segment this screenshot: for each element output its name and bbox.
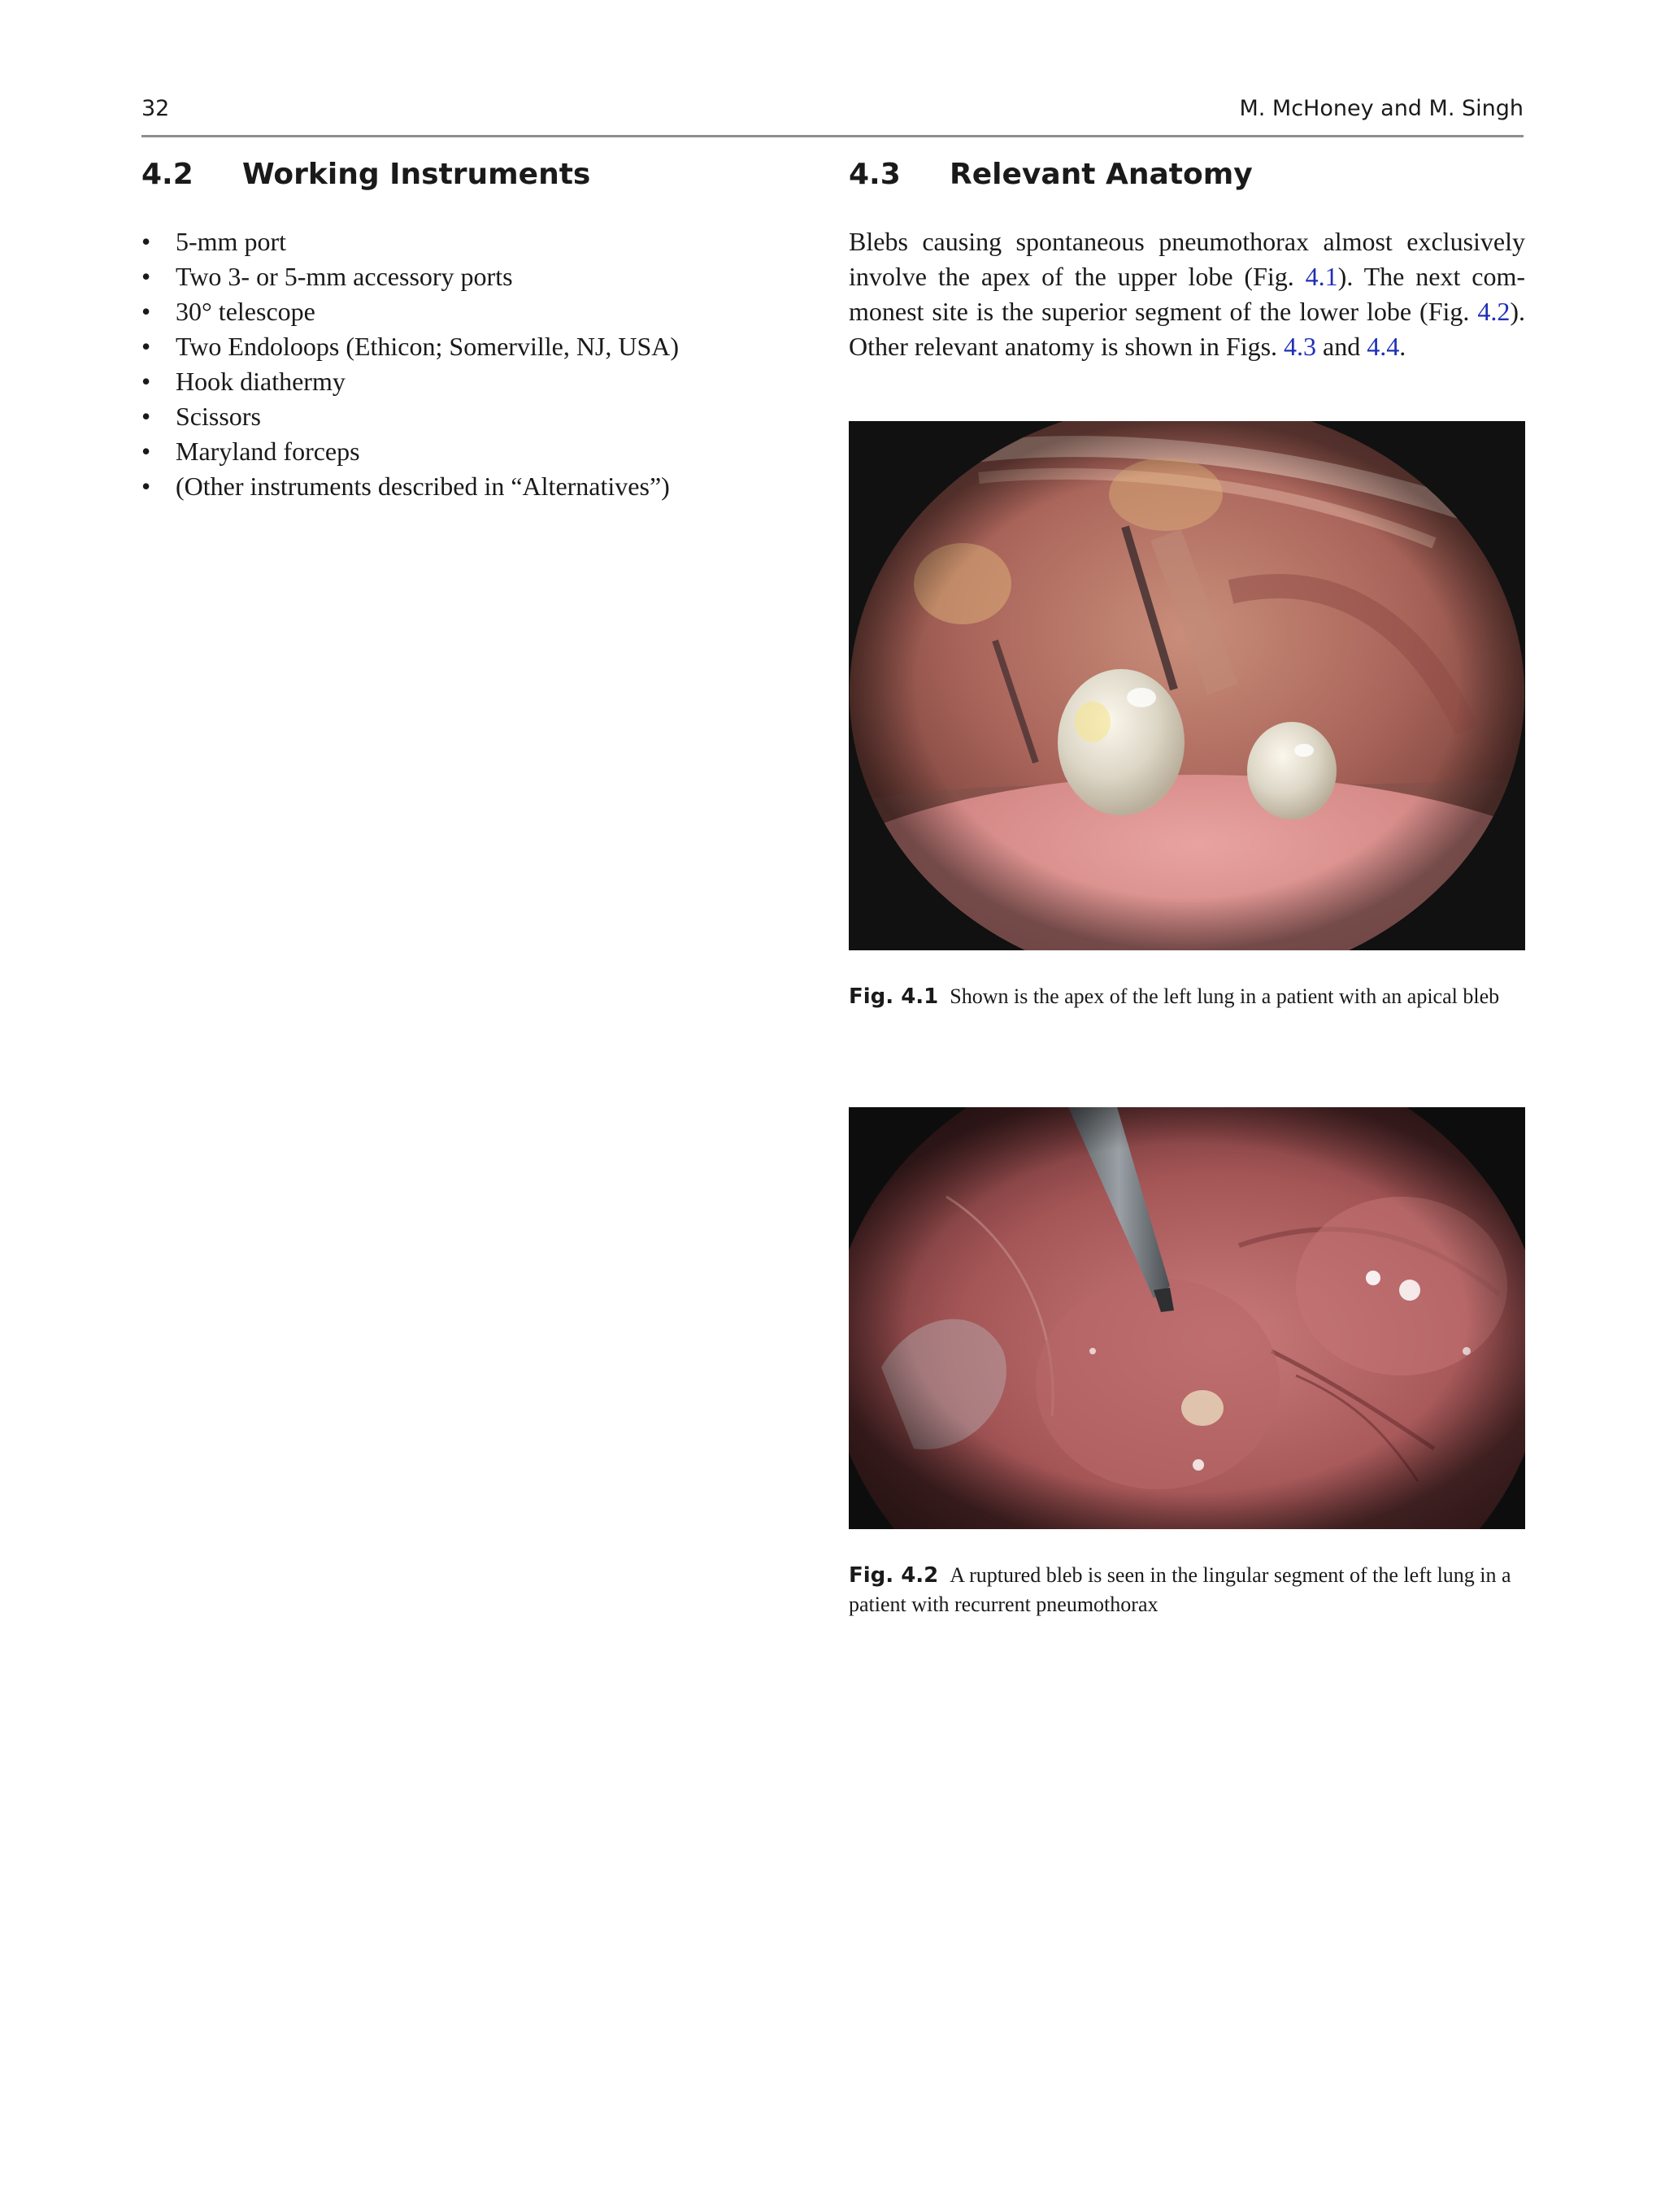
bullet-icon: • bbox=[141, 437, 151, 466]
running-header bbox=[141, 96, 1524, 137]
section-number: 4.2 bbox=[141, 158, 193, 191]
paragraph-line: monest site is the superior segment of the lower lobe (Fig. 4.2). bbox=[849, 297, 1525, 326]
figure-ref-link[interactable]: 4.2 bbox=[1477, 297, 1511, 326]
section-title: Working Instruments bbox=[242, 158, 591, 191]
figure-4-1-caption bbox=[849, 982, 1525, 1011]
list-item: • 30° telescope bbox=[141, 294, 792, 329]
paragraph-line: Other relevant anatomy is shown in Figs. 4.3 and 4.4. bbox=[849, 332, 1406, 361]
header-rule bbox=[141, 135, 1524, 137]
bullet-icon: • bbox=[141, 332, 151, 361]
section-relevant-anatomy bbox=[849, 154, 1525, 364]
list-item: • 5-mm port bbox=[141, 224, 792, 259]
figure-4-2-caption bbox=[849, 1561, 1525, 1619]
figure-ref-link[interactable]: 4.3 bbox=[1284, 332, 1317, 361]
figure-ref-link[interactable]: 4.1 bbox=[1305, 262, 1338, 291]
bullet-icon: • bbox=[141, 297, 151, 326]
figure-ref-link[interactable]: 4.4 bbox=[1367, 332, 1400, 361]
section-heading bbox=[849, 154, 1525, 203]
instrument-list bbox=[141, 224, 792, 504]
section-heading bbox=[141, 154, 792, 203]
figure-label: Fig. 4.1 bbox=[849, 984, 939, 1009]
figure-label: Fig. 4.2 bbox=[849, 1563, 939, 1588]
section-title: Relevant Anatomy bbox=[950, 158, 1253, 191]
list-item: • (Other instruments described in “Alternatives”) bbox=[141, 469, 792, 504]
figure-4-1-image bbox=[849, 421, 1525, 950]
list-item: • Two Endoloops (Ethicon; Somerville, NJ, USA) bbox=[141, 329, 792, 364]
figure-4-2-image bbox=[849, 1107, 1525, 1529]
bullet-icon: • bbox=[141, 472, 151, 501]
caption-text: A ruptured bleb is seen in the lingular segment of the left lung in a patient with recurrent pneumothorax bbox=[849, 1563, 1511, 1616]
list-item: • Maryland forceps bbox=[141, 434, 792, 469]
list-item: • Two 3- or 5-mm accessory ports bbox=[141, 259, 792, 294]
page-number: 32 bbox=[141, 96, 170, 121]
thoracoscopy-apical-bleb-image bbox=[849, 421, 1525, 950]
paragraph-line: Blebs causing spontaneous pneumothorax almost exclusively bbox=[849, 227, 1525, 256]
body-paragraph bbox=[849, 224, 1525, 364]
list-item: • Hook diathermy bbox=[141, 364, 792, 399]
running-head-authors: M. McHoney and M. Singh bbox=[1239, 96, 1524, 121]
bullet-icon: • bbox=[141, 262, 151, 291]
bullet-icon: • bbox=[141, 227, 151, 256]
list-item: • Scissors bbox=[141, 399, 792, 434]
section-working-instruments bbox=[141, 154, 792, 504]
section-number: 4.3 bbox=[849, 158, 901, 191]
bullet-icon: • bbox=[141, 367, 151, 396]
thoracoscopy-ruptured-bleb-image bbox=[849, 1107, 1525, 1529]
paragraph-line: involve the apex of the upper lobe (Fig. 4.1). The next com- bbox=[849, 262, 1525, 291]
caption-text: Shown is the apex of the left lung in a patient with an apical bleb bbox=[950, 984, 1500, 1008]
bullet-icon: • bbox=[141, 402, 151, 431]
